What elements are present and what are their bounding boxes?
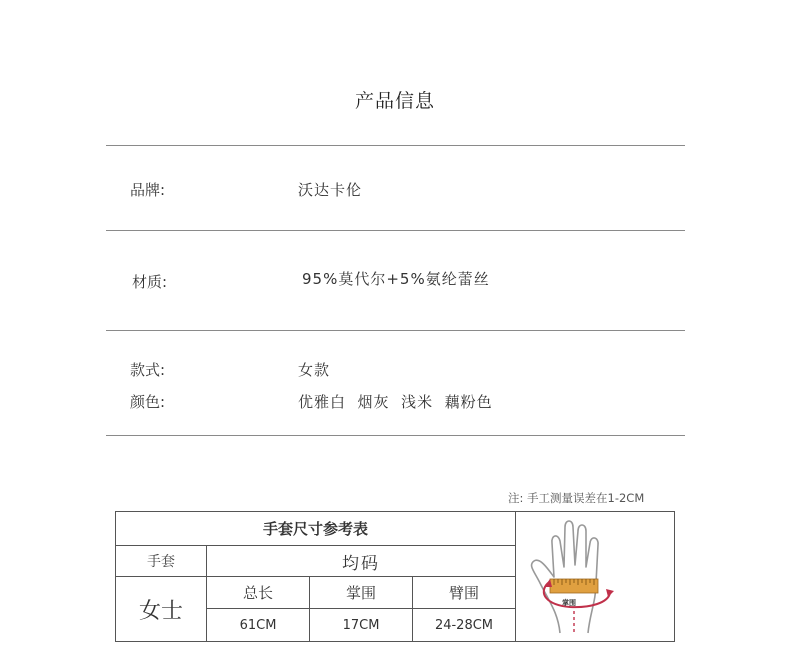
palm-value: 17CM <box>310 609 413 642</box>
glove-label: 手套 <box>116 546 207 577</box>
hand-measure-icon <box>520 513 670 637</box>
material-label: 材质: <box>132 273 168 291</box>
column-header: 掌围 <box>310 577 413 609</box>
color-value: 优雅白 烟灰 浅米 藕粉色 <box>298 393 493 411</box>
divider <box>106 330 685 331</box>
page-title: 产品信息 <box>354 90 435 112</box>
size-label: 均码 <box>207 546 516 577</box>
length-value: 61CM <box>207 609 310 642</box>
size-table <box>115 511 675 642</box>
material-value: 95%莫代尔+5%氨纶蕾丝 <box>302 270 490 288</box>
column-header: 臂围 <box>413 577 516 609</box>
arm-value: 24-28CM <box>413 609 516 642</box>
divider <box>106 435 685 436</box>
brand-label: 品牌: <box>130 181 166 199</box>
divider <box>106 230 685 231</box>
diagram-palm-label: 掌围 <box>562 598 576 607</box>
gender-label: 女士 <box>116 577 207 642</box>
measurement-note: 注: 手工测量误差在1-2CM <box>508 491 645 505</box>
hand-diagram <box>516 512 675 642</box>
divider <box>106 145 685 146</box>
size-table-title: 手套尺寸参考表 <box>116 512 516 546</box>
style-value: 女款 <box>298 361 331 379</box>
color-label: 颜色: <box>130 393 166 411</box>
brand-value: 沃达卡伦 <box>298 181 363 199</box>
style-label: 款式: <box>130 361 166 379</box>
column-header: 总长 <box>207 577 310 609</box>
